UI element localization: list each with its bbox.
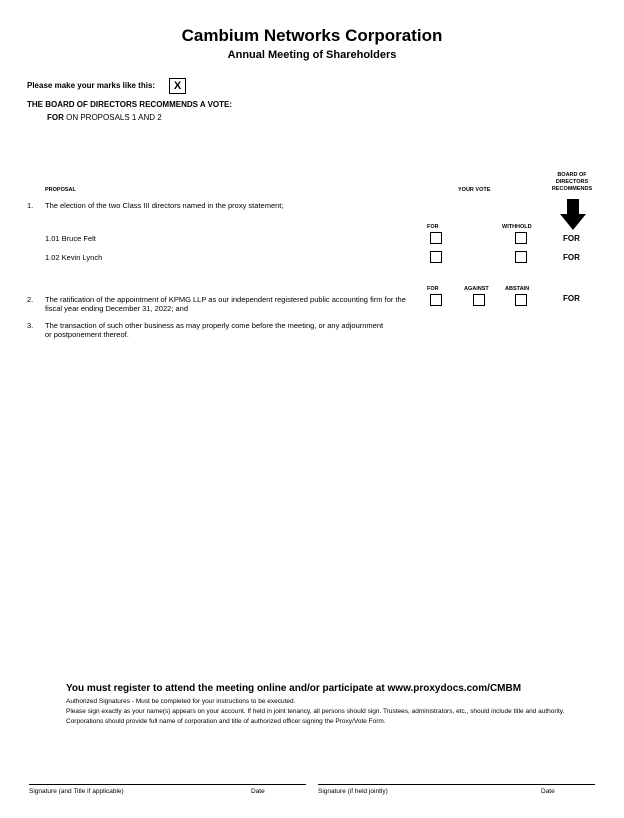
proposal-2-for-header: FOR	[427, 286, 439, 292]
signing-instructions: Please sign exactly as your name(s) appears on your account. If held in joint tenancy, all persons should sign. Trustees, administrators, etc., should include title and authority. Corporations should provide full name of corporation and title of authorized officer signing the Proxy/Vote Form.	[66, 708, 565, 725]
nominee-1-01-recommendation: FOR	[563, 234, 580, 243]
board-recommendation-heading: THE BOARD OF DIRECTORS RECOMMENDS A VOTE:	[27, 100, 233, 109]
nominee-1-02-recommendation: FOR	[563, 253, 580, 262]
proposal-2-number: 2.	[27, 295, 34, 304]
board-for-word: FOR	[47, 113, 64, 122]
board-recommendation-subheading	[47, 113, 162, 122]
mark-example-box: X	[169, 78, 186, 94]
page-title: Cambium Networks Corporation	[181, 26, 443, 45]
signature-line-2[interactable]	[318, 784, 595, 785]
nominee-1-02-label: 1.02 Kevin Lynch	[45, 253, 103, 262]
nominee-1-01-for-checkbox[interactable]	[430, 232, 442, 244]
nominee-1-02-withhold-checkbox[interactable]	[515, 251, 527, 263]
proposal-1-number: 1.	[27, 201, 34, 210]
arrow-down-icon	[560, 199, 586, 231]
date-1-label: Date	[251, 788, 265, 795]
proposal-3-number: 3.	[27, 321, 34, 330]
proposal-2-abstain-header: ABSTAIN	[505, 286, 530, 292]
board-recommends-column-header: BOARD OF DIRECTORS RECOMMENDS	[551, 172, 593, 192]
mark-instruction-label: Please make your marks like this:	[27, 81, 156, 90]
your-vote-column-header: YOUR VOTE	[458, 187, 491, 193]
signature-line-1[interactable]	[29, 784, 306, 785]
proposal-2-recommendation: FOR	[563, 294, 580, 303]
date-2-label: Date	[541, 788, 555, 795]
proposal-2-against-checkbox[interactable]	[473, 294, 485, 306]
registration-notice: You must register to attend the meeting online and/or participate at www.proxydocs.com/CMBM	[66, 683, 522, 694]
signature-1-label: Signature (and Title if applicable)	[29, 788, 124, 795]
nominee-1-02-for-checkbox[interactable]	[430, 251, 442, 263]
page-subtitle: Annual Meeting of Shareholders	[227, 49, 397, 61]
proposal-column-header: PROPOSAL	[45, 187, 76, 193]
proposal-1-withhold-header: WITHHOLD	[502, 224, 532, 230]
proposal-2-against-header: AGAINST	[464, 286, 489, 292]
proposal-2-abstain-checkbox[interactable]	[515, 294, 527, 306]
proposal-3-text: The transaction of such other business as may properly come before the meeting, or any adjournment or postponement thereof.	[45, 321, 384, 339]
proposal-1-text: The election of the two Class III directors named in the proxy statement;	[45, 201, 284, 210]
nominee-1-01-withhold-checkbox[interactable]	[515, 232, 527, 244]
proposal-2-text: The ratification of the appointment of KPMG LLP as our independent registered public accounting firm for the fiscal year ending December 31, 2022; and	[45, 295, 406, 313]
nominee-1-01-label: 1.01 Bruce Felt	[45, 234, 96, 243]
proposal-1-for-header: FOR	[427, 224, 439, 230]
board-proposals-text: ON PROPOSALS 1 AND 2	[66, 113, 162, 122]
authorized-signatures-note: Authorized Signatures - Must be completed for your instructions to be executed.	[66, 698, 296, 705]
proposal-2-for-checkbox[interactable]	[430, 294, 442, 306]
signature-2-label: Signature (if held jointly)	[318, 788, 388, 795]
